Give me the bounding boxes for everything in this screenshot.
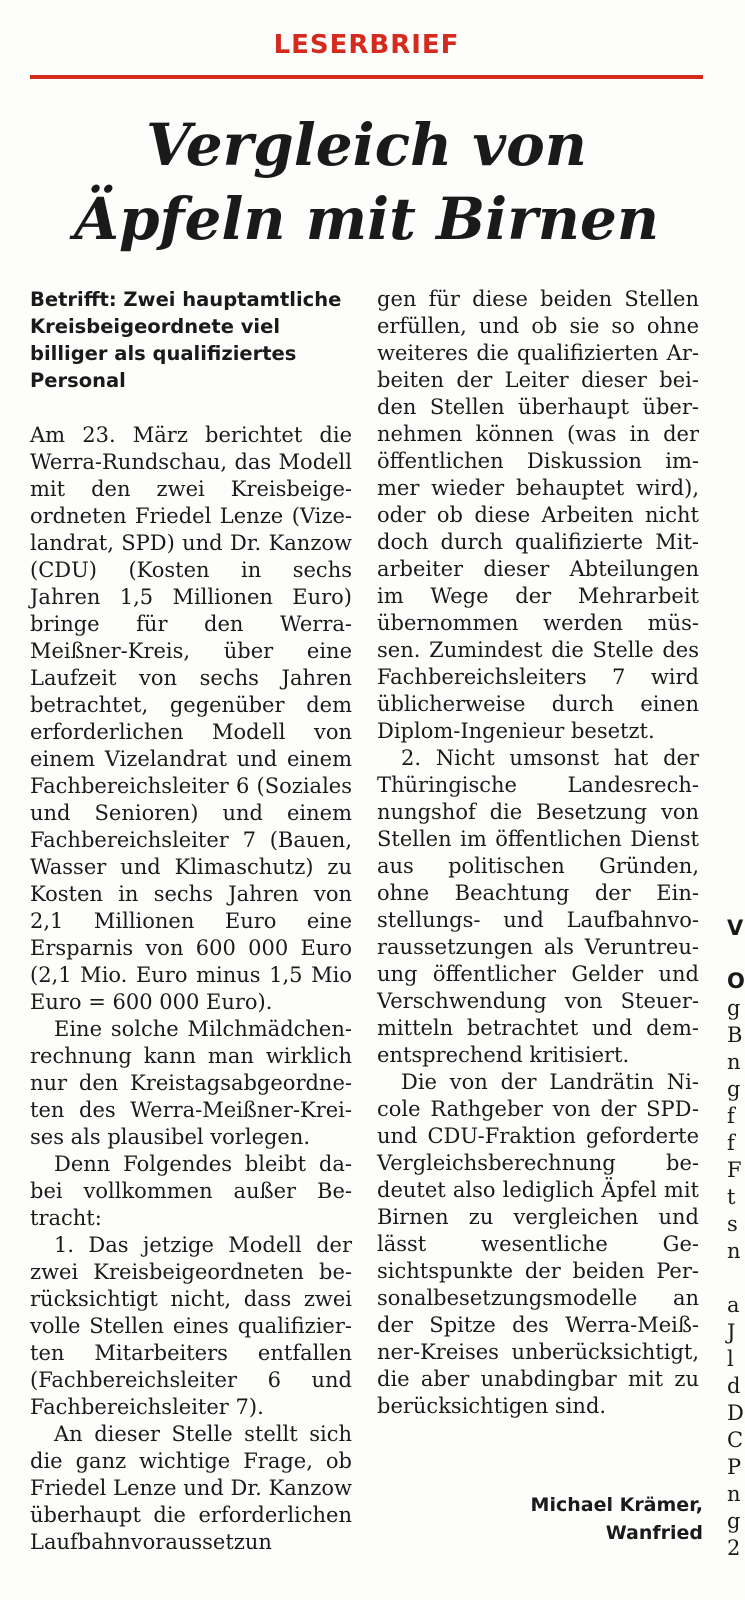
headline-line-2: Äpfeln mit Birnen (73, 185, 660, 253)
paragraph: An dieser Stelle stellt sich die ganz wichtige Frage, ob Friedel Lenze und Dr. Kanzow überhaupt die erforderlichen Laufbahnvoraussetzun (30, 1422, 352, 1554)
edge-letter: g (727, 1077, 741, 1101)
header-rule (30, 75, 703, 79)
section-kicker: LESERBRIEF (273, 30, 460, 60)
paragraph: Eine solche Milchmädchenrechnung kann man wirklich nur den Kreistagsabgeordneten des Werra-Meißner-Kreises als plausibel vorlegen. (30, 1017, 352, 1149)
edge-letter: d (727, 1374, 741, 1398)
edge-letter: g (727, 996, 741, 1020)
edge-letter: a (727, 1293, 740, 1317)
edge-letter: D (727, 1401, 744, 1425)
edge-letter: P (727, 1455, 742, 1479)
paragraph: 1. Das jetzige Modell der zwei Kreisbeigeordneten berücksichtigt nicht, dass zwei volle Stellen eines qualifizierten Mitarbeiters entfallen (Fachbereichsleiter 6 und Fachbereichsleiter 7). (30, 1233, 352, 1419)
paragraph: 2. Nicht umsonst hat der Thüringische Landesrechnungshof die Besetzung von Stellen im öffentlichen Dienst aus politischen Gründen, ohne Beachtung der Einstellungs- und Laufbahnvoraussetzungen als Veruntreuung öffentlicher Gelder und Verschwendung von Steuermitteln betrachtet und dementsprechend kritisiert. (377, 746, 699, 1067)
paragraph: Am 23. März berichtet die Werra-Rundschau, das Modell mit den zwei Kreisbeigeordneten Friedel Lenze (Vizelandrat, SPD) und Dr. Kanzow (CDU) (Kosten in sechs Jahren 1,5 Millionen Euro) bringe für den Werra-Meißner-Kreis, über eine Laufzeit von sechs Jahren betrachtet, gegenüber dem erforderlichen Modell von einem Vizelandrat und einem Fachbereichsleiter 6 (Soziales und Senioren) und einem Fachbereichsleiter 7 (Bauen, Wasser und Klimaschutz) zu Kosten in sechs Jahren von 2,1 Millionen Euro eine Ersparnis von 600 000 Euro (2,1 Mio. Euro minus 1,5 Mio Euro = 600 000 Euro). (30, 423, 352, 1014)
paragraph: gen für diese beiden Stellen erfüllen, und ob sie so ohne weiteres die qualifizierten Arbeiten der Leiter dieser beiden Stellen überhaupt übernehmen können (was in der öffentlichen Diskussion immer wieder behauptet wird), oder ob diese Arbeiten nicht doch durch qualifizierte Mitarbeiter dieser Abteilungen im Wege der Mehrarbeit übernommen werden müssen. Zumindest die Stelle des Fachbereichsleiters 7 wird üblicherweise durch einen Diplom-Ingenieur besetzt. (377, 287, 699, 743)
edge-letter: n (727, 1050, 741, 1074)
edge-letter: O (727, 969, 745, 993)
edge-letter: B (727, 1023, 743, 1047)
author-place: Wanfried (605, 1522, 703, 1544)
author-name: Michael Krämer, (530, 1494, 703, 1516)
paragraph: Denn Folgendes bleibt dabei vollkommen außer Betracht: (30, 1152, 352, 1230)
edge-letter: n (727, 1482, 741, 1506)
article-column-1 (30, 286, 352, 1556)
edge-letter: s (727, 1212, 738, 1236)
edge-letter: l (727, 1347, 734, 1371)
subject-line: Betrifft: Zwei hauptamtliche Kreisbeigeordnete viel billiger als qualifiziertes Personal (30, 288, 342, 392)
edge-letter: g (727, 1509, 741, 1533)
edge-letter: J (727, 1320, 736, 1344)
edge-letter: V (727, 916, 744, 940)
edge-letter: f (727, 1131, 735, 1155)
paragraph: Die von der Landrätin Nicole Rathgeber von der SPD- und CDU-Fraktion geforderte Vergleichsberechnung bedeutet also lediglich Äpfel mit Birnen zu vergleichen und lässt wesentliche Gesichtspunkte der beiden Personalbesetzungsmodelle an der Spitze des Werra-Meißner-Kreises unberücksichtigt, die aber unabdingbar mit zu berücksichtigen sind. (377, 1070, 699, 1418)
edge-letter: C (727, 1428, 744, 1452)
article-column-2 (377, 286, 699, 1420)
author-signature (531, 1491, 703, 1547)
edge-letter: t (727, 1185, 736, 1209)
edge-letter: 2 (727, 1536, 741, 1560)
adjacent-column-edge (724, 0, 745, 1600)
edge-letter: f (727, 1104, 735, 1128)
headline-line-1: Vergleich von (146, 111, 587, 179)
headline (30, 108, 703, 256)
edge-letter: n (727, 1239, 741, 1263)
edge-letter: F (727, 1158, 742, 1182)
